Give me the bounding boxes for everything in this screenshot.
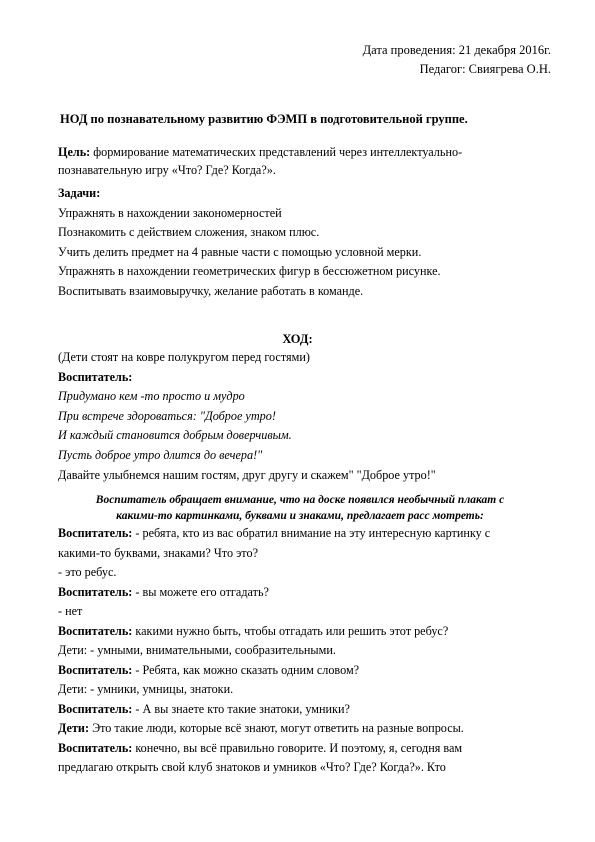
goal-label: Цель: [58,145,91,159]
note-line-2: какими-то картинками, буквами и знаками, предлагает расс мотреть: [116,510,484,522]
dialog-text: - ребята, кто из вас обратил внимание на эту интересную картинку с [132,526,491,540]
dialog-line [58,624,558,644]
document-title: НОД по познавательному развитию ФЭМП в подготовительной группе. [60,112,468,126]
intro-speaker: Воспитатель: [58,369,133,384]
dialog-line [58,741,558,761]
poem-line: Придумано кем -то просто и мудро [58,389,245,404]
poem-line: При встрече здороваться: "Доброе утро! [58,408,276,423]
dialog-text: - вы можете его отгадать? [132,584,269,599]
goal-line-2: познавательную игру «Что? Где? Когда?». [58,163,276,177]
dialog-text: Это такие люди, которые всё знают, могут ответить на разные вопросы. [89,721,464,735]
dialog-text: какими нужно быть, чтобы отгадать или решить этот ребус? [132,623,449,638]
poem-line: И каждый становится добрым доверчивым. [58,428,292,443]
task-item: Воспитывать взаимовыручку, желание работать в команде. [58,283,364,298]
dialog-text: - Ребята, как можно сказать одним словом? [132,662,360,677]
dialog-line [58,585,558,605]
poem-line: Пусть доброе утро длится до вечера!" [58,447,263,462]
dialog-line [58,702,558,722]
dialog-line: Дети: - умными, внимательными, сообразительными. [58,643,336,657]
dialog-line [58,526,558,546]
dialog-line: - это ребус. [58,565,117,579]
dialog-line [58,721,558,741]
speaker-label: Воспитатель: [58,623,133,638]
task-item: Познакомить с действием сложения, знаком плюс. [58,225,320,239]
task-item: Учить делить предмет на 4 равные части с помощью условной мерки. [58,244,422,259]
dialog-section [58,526,558,780]
date-line: Дата проведения: 21 декабря 2016г. [362,43,551,57]
teacher-line: Педагог: Свиягрева О.Н. [419,62,551,76]
task-item: Упражнять в нахождении геометрических фигур в бессюжетном рисунке. [58,264,441,278]
goal-line-1 [58,145,558,163]
note-line-1: Воспитатель обращает внимание, что на доске появился необычный плакат с [95,494,505,506]
hod-heading: ХОД: [282,332,313,346]
tasks-section [58,186,558,303]
tasks-label: Задачи: [58,186,101,200]
dialog-line [58,663,558,683]
speaker-label: Воспитатель: [58,701,133,716]
poem-closing: Давайте улыбнемся нашим гостям, друг другу и скажем" "Доброе утро!" [58,467,436,482]
speaker-label: Воспитатель: [58,662,133,677]
teacher-note [50,492,550,524]
intro-section [58,350,558,487]
dialog-text: конечно, вы всё правильно говорите. И поэтому, я, сегодня вам [132,740,463,755]
speaker-label: Дети: [58,721,90,735]
dialog-line: - нет [58,604,83,618]
goal-section [58,145,558,181]
dialog-line: предлагаю открыть свой клуб знатоков и умников «Что? Где? Когда?». Кто [58,760,446,774]
dialog-line: Дети: - умники, умницы, знатоки. [58,682,234,696]
task-item: Упражнять в нахождении закономерностей [58,205,282,220]
intro-text: (Дети стоят на ковре полукругом перед гостями) [58,350,310,364]
goal-text-1: формирование математических представлений через интеллектуально- [90,145,463,159]
dialog-line: какими-то буквами, знаками? Что это? [58,545,258,560]
document-header [363,43,551,81]
speaker-label: Воспитатель: [58,740,133,755]
speaker-label: Воспитатель: [58,584,133,599]
dialog-text: - А вы знаете кто такие знатоки, умники? [132,701,350,716]
speaker-label: Воспитатель: [58,526,133,540]
